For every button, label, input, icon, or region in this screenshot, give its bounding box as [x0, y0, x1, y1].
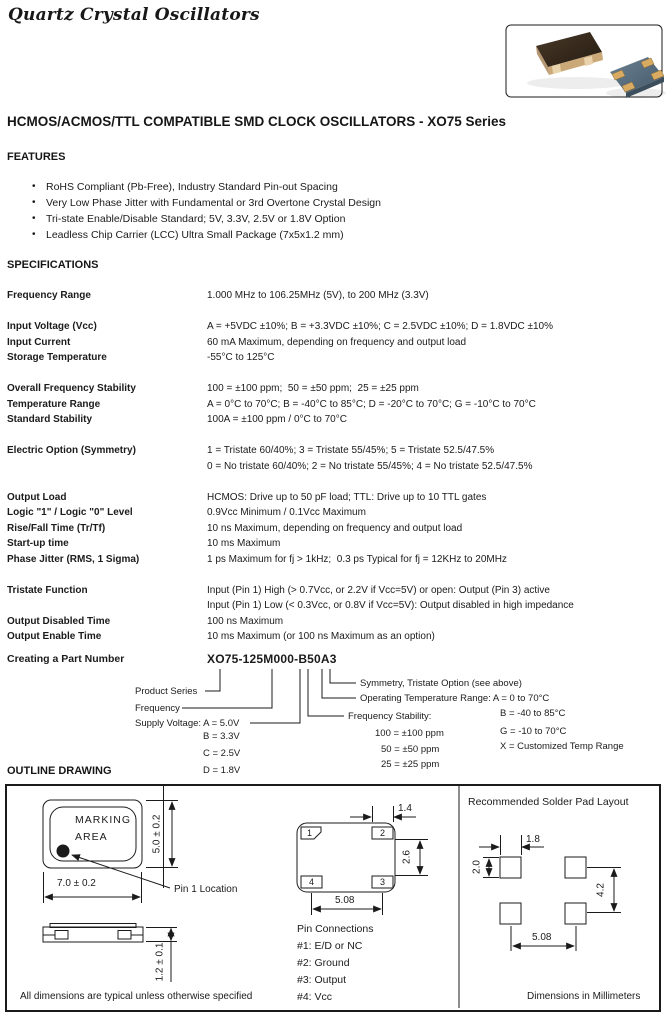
pin-connection-item: #2: Ground	[297, 957, 350, 969]
feature-text: Leadless Chip Carrier (LCC) Ultra Small Package (7x5x1.2 mm)	[46, 229, 344, 241]
specifications-heading: SPECIFICATIONS	[7, 259, 99, 271]
dim-solder-pitch-v-label: 4.2	[595, 883, 607, 897]
spec-row	[7, 397, 668, 413]
temp-range-option: B = -40 to 85°C	[500, 708, 566, 719]
part-number-connectors	[182, 669, 356, 723]
feature-text: Tri-state Enable/Disable Standard; 5V, 3.3V, 2.5V or 1.8V Option	[46, 213, 346, 225]
frequency-label: Frequency	[135, 703, 180, 714]
pin-label-2: 2	[379, 828, 385, 838]
spec-label: Output Enable Time	[7, 631, 102, 642]
dim-pad-pitch-h-label: 5.08	[335, 895, 355, 906]
stability-option: 25 = ±25 ppm	[381, 759, 440, 770]
marking-area-label: MARKING AREA	[75, 814, 132, 843]
spec-label: Output Load	[7, 491, 67, 503]
product-series-label: Product Series	[135, 686, 198, 697]
spec-row	[7, 629, 668, 645]
supply-voltage-label: Supply Voltage: A = 5.0V	[135, 718, 240, 729]
supply-voltage-option: D = 1.8V	[203, 765, 241, 776]
chip-top-view	[536, 32, 603, 75]
bullet-icon: •	[32, 213, 36, 224]
temp-range-label: Operating Temperature Range: A = 0 to 70°C	[360, 693, 550, 704]
spec-label: Start-up time	[7, 538, 69, 549]
bullet-icon: •	[32, 181, 36, 192]
bullet-icon: •	[32, 197, 36, 208]
solder-pad-heading: Recommended Solder Pad Layout	[468, 796, 629, 808]
spec-value: 10 ms Maximum	[207, 538, 281, 549]
spec-value: 100 = ±100 ppm; 50 = ±50 ppm; 25 = ±25 ppm	[207, 383, 419, 394]
pin-connections	[297, 921, 373, 1006]
stability-option: 50 = ±50 ppm	[381, 744, 440, 755]
spec-label: Overall Frequency Stability	[7, 383, 136, 394]
chip-shadow	[527, 77, 627, 89]
feature-item	[32, 179, 381, 195]
spec-group	[7, 583, 668, 645]
spec-value: 1 ps Maximum for fj > 1kHz; 0.3 ps Typical for fj = 12KHz to 20MHz	[207, 553, 507, 565]
spec-label: Electric Option (Symmetry)	[7, 445, 136, 456]
feature-item	[32, 211, 381, 227]
spec-label: Output Disabled Time	[7, 615, 111, 627]
part-number-example: XO75-125M000-B50A3	[207, 652, 337, 666]
spec-value: 100 ns Maximum	[207, 615, 284, 627]
spec-row	[7, 443, 668, 474]
dim-solder-pad-width-label: 1.8	[526, 834, 540, 845]
spec-group	[7, 443, 668, 474]
spec-label: Input Voltage (Vcc)	[7, 321, 97, 332]
temp-range-option: X = Customized Temp Range	[500, 741, 624, 752]
spec-row	[7, 552, 668, 568]
spec-value: 10 ms Maximum (or 100 ns Maximum as an option)	[207, 631, 435, 642]
feature-text: RoHS Compliant (Pb-Free), Industry Standard Pin-out Spacing	[46, 181, 338, 193]
spec-row	[7, 505, 668, 521]
spec-label: Temperature Range	[7, 398, 101, 410]
specifications-table	[0, 288, 668, 660]
dimensions-note: All dimensions are typical unless otherwise specified	[20, 991, 253, 1002]
connector-symmetry	[330, 669, 356, 683]
dim-height-label: 5.0 ± 0.2	[151, 814, 163, 854]
dim-pad-width-label: 1.4	[398, 803, 412, 814]
units-note: Dimensions in Millimeters	[527, 991, 641, 1002]
connector-product-series	[205, 669, 220, 691]
spec-label: Phase Jitter (RMS, 1 Sigma)	[7, 553, 140, 565]
connector-stability	[308, 669, 344, 716]
spec-value: HCMOS: Drive up to 50 pF load; TTL: Drive up to 10 TTL gates	[207, 491, 487, 503]
spec-value: 10 ns Maximum, depending on frequency and output load	[207, 522, 463, 534]
page-title: HCMOS/ACMOS/TTL COMPATIBLE SMD CLOCK OSCILLATORS - XO75 Series	[7, 114, 507, 129]
dim-solder-pitch-h-label: 5.08	[532, 932, 552, 943]
spec-value: 1.000 MHz to 106.25MHz (5V), to 200 MHz (3.3V)	[207, 290, 429, 301]
dim-solder-pad-height-label: 2.0	[471, 860, 483, 874]
spec-row	[7, 350, 668, 366]
product-photo	[506, 25, 666, 98]
spec-group	[7, 319, 668, 366]
supply-voltage-option: C = 2.5V	[203, 748, 241, 759]
pin-connection-item: #1: E/D or NC	[297, 940, 363, 952]
spec-value: A = 0°C to 70°C; B = -40°C to 85°C; D = -20°C to 70°C; G = -10°C to 70°C	[207, 398, 536, 410]
bullet-icon: •	[32, 229, 36, 240]
feature-item	[32, 227, 381, 243]
spec-row	[7, 614, 668, 630]
spec-row	[7, 490, 668, 506]
spec-value: 0.9Vcc Minimum / 0.1Vcc Maximum	[207, 507, 366, 518]
supply-voltage-option: B = 3.3V	[203, 731, 240, 742]
stability-label: Frequency Stability:	[348, 711, 432, 722]
spec-label: Standard Stability	[7, 414, 93, 425]
spec-label: Input Current	[7, 336, 71, 348]
connector-supply-voltage	[250, 669, 300, 723]
symmetry-option-label: Symmetry, Tristate Option (see above)	[360, 678, 522, 689]
spec-value: 100A = ±100 ppm / 0°C to 70°C	[207, 414, 347, 425]
pin-connections-heading: Pin Connections	[297, 923, 374, 935]
spec-label: Tristate Function	[7, 584, 88, 596]
pin-connection-item: #3: Output	[297, 974, 347, 986]
outline-heading: OUTLINE DRAWING	[7, 765, 112, 777]
spec-row	[7, 583, 668, 614]
pin-label-1: 1	[306, 828, 312, 838]
spec-label: Logic "1" / Logic "0" Level	[7, 507, 133, 518]
brand-title: Quartz Crystal Oscillators	[8, 5, 260, 25]
spec-row	[7, 536, 668, 552]
feature-text: Very Low Phase Jitter with Fundamental or 3rd Overtone Crystal Design	[46, 197, 381, 209]
dim-thickness-label: 1.2 ± 0.1	[154, 942, 166, 982]
spec-group	[7, 381, 668, 428]
features-heading: FEATURES	[7, 151, 66, 163]
spec-label: Frequency Range	[7, 290, 91, 301]
dim-width-label: 7.0 ± 0.2	[57, 878, 96, 889]
spec-label: Storage Temperature	[7, 352, 107, 363]
spec-value: Input (Pin 1) High (> 0.7Vcc, or 2.2V if Vcc=5V) or open: Output (Pin 3) active Input (Pin 1) Low (< 0.3Vcc, or 0.8V if Vcc=5V): Output disabled in high impedance	[207, 584, 574, 611]
stability-option: 100 = ±100 ppm	[375, 728, 444, 739]
spec-value: 1 = Tristate 60/40%; 3 = Tristate 55/45%; 5 = Tristate 52.5/47.5% 0 = No tristate 60/40%; 2 = No tristate 55/45%; 4 = No tristate 52.5/47.5%	[207, 445, 533, 472]
temp-range-option: G = -10 to 70°C	[500, 726, 567, 737]
spec-value: A = +5VDC ±10%; B = +3.3VDC ±10%; C = 2.5VDC ±10%; D = 1.8VDC ±10%	[207, 321, 554, 332]
feature-item	[32, 195, 381, 211]
spec-row	[7, 335, 668, 351]
spec-row	[7, 288, 668, 304]
pin-label-3: 3	[379, 877, 385, 887]
pin-label-4: 4	[308, 877, 314, 887]
spec-row	[7, 412, 668, 428]
spec-row	[7, 381, 668, 397]
spec-value: 60 mA Maximum, depending on frequency and output load	[207, 336, 467, 348]
spec-value: -55°C to 125°C	[207, 352, 275, 363]
dim-pad-pitch-v-label: 2.6	[401, 850, 413, 864]
pin-connection-item: #4: Vcc	[297, 991, 333, 1003]
spec-row	[7, 319, 668, 335]
spec-group	[7, 288, 668, 304]
pin1-location-label: Pin 1 Location	[174, 884, 238, 895]
part-number-heading: Creating a Part Number	[7, 653, 125, 665]
spec-row	[7, 521, 668, 537]
spec-label: Rise/Fall Time (Tr/Tf)	[7, 522, 106, 534]
features-list	[32, 179, 381, 243]
spec-group	[7, 490, 668, 568]
